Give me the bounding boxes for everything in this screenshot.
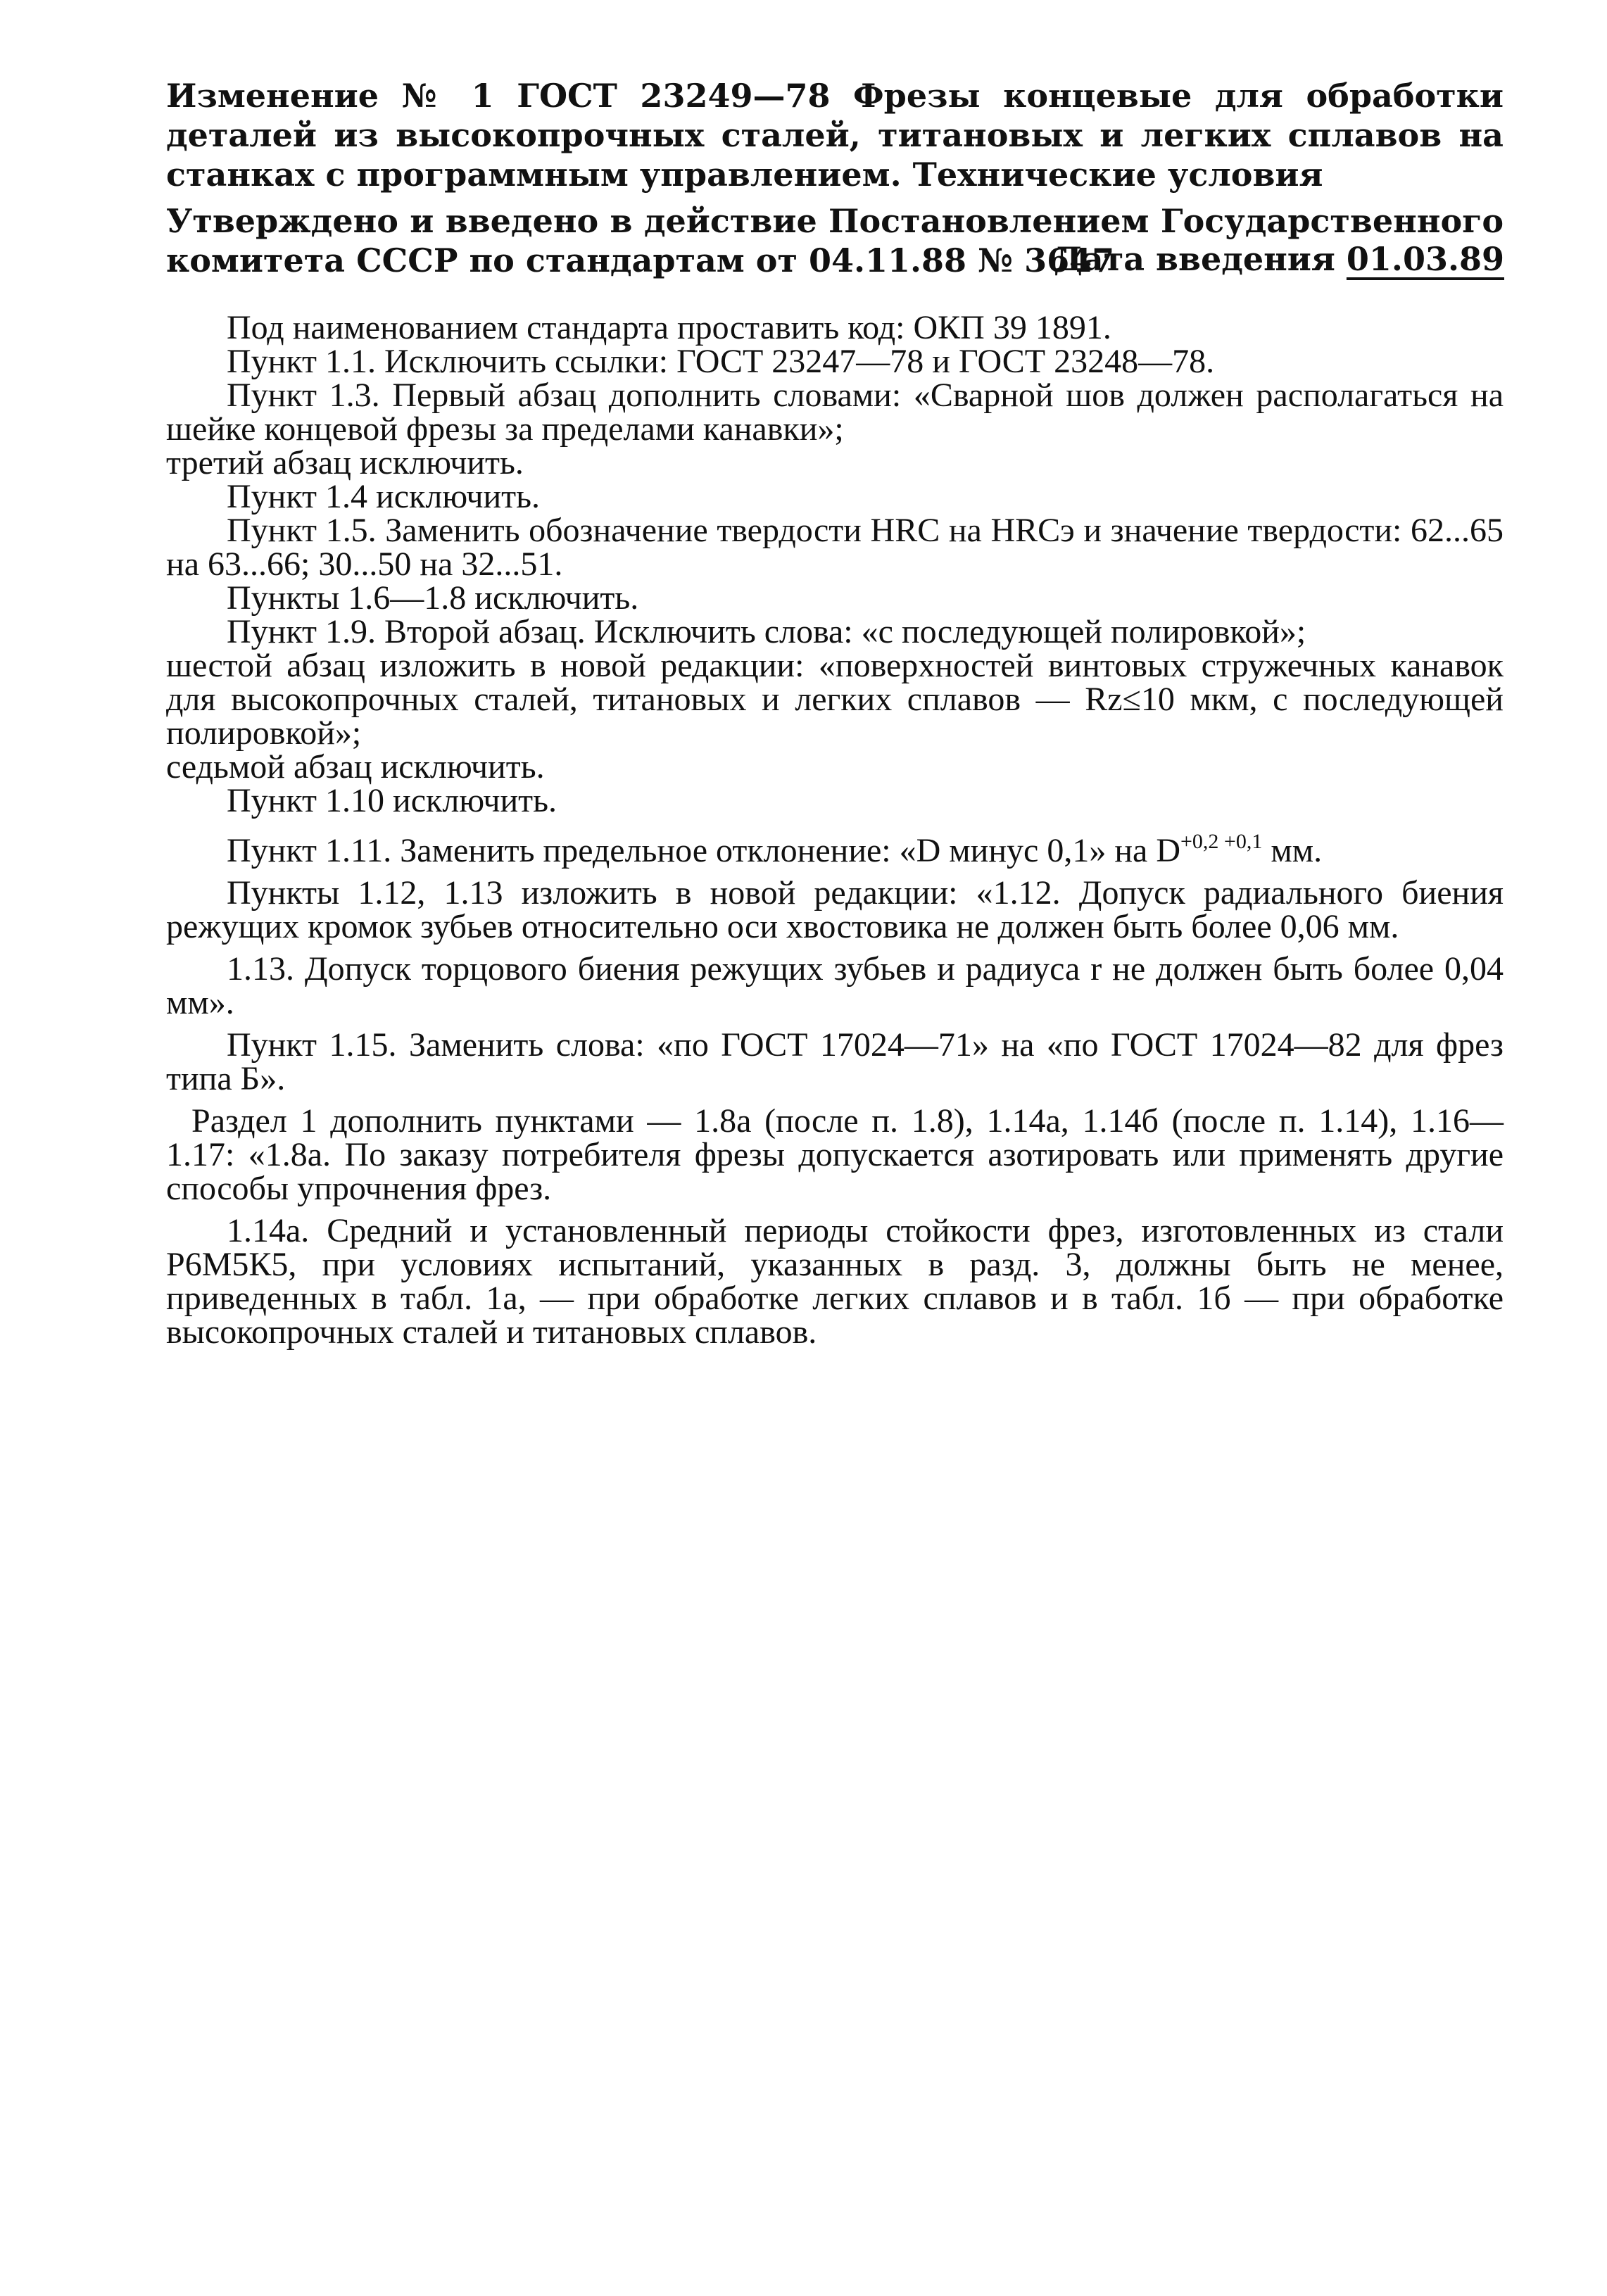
amendment-title: Изменение № 1 ГОСТ 23249—78 Фрезы концевые для обработки деталей из высокопрочных сталей, титановых и легких сплавов на станках с программным управлением. Технические условия: [166, 77, 1504, 194]
paragraph: Раздел 1 дополнить пунктами — 1.8а (после п. 1.8), 1.14а, 1.14б (после п. 1.14), 1.16—1.17: «1.8а. По заказу потребителя фрезы допускается азотировать или применять другие способы упрочнения фрез.: [166, 1102, 1504, 1207]
paragraph: Пункт 1.3. Первый абзац дополнить словами: «Сварной шов должен располагаться на шейке концевой фрезы за пределами канавки»;: [166, 377, 1504, 448]
paragraph: Пункт 1.9. Второй абзац. Исключить слова: «с последующей полировкой»;: [227, 613, 1306, 650]
paragraph: [166, 826, 1504, 868]
paragraph: шестой абзац изложить в новой редакции: «поверхностей винтовых стружечных канавок для высокопрочных сталей, титановых и легких сплавов — Rz≤10 мкм, с последующей полировкой»;: [166, 647, 1504, 752]
paragraph-text: Пункт 1.11. Заменить предельное отклонение: «D минус 0,1» на D: [227, 832, 1181, 869]
effective-date-value: 01.03.89: [1346, 240, 1504, 278]
paragraph: Пункты 1.12, 1.13 изложить в новой редакции: «1.12. Допуск радиального биения режущих кромок зубьев относительно оси хвостовика не должен быть более 0,06 мм.: [166, 874, 1504, 945]
paragraph: Пункт 1.15. Заменить слова: «по ГОСТ 17024—71» на «по ГОСТ 17024—82 для фрез типа Б».: [166, 1026, 1504, 1097]
paragraph: Пункт 1.1. Исключить ссылки: ГОСТ 23247—78 и ГОСТ 23248—78.: [227, 343, 1215, 380]
paragraph: Пункты 1.6—1.8 исключить.: [227, 579, 639, 617]
paragraph-text: мм.: [1262, 832, 1323, 869]
approval-statement: Утверждено и введено в действие Постановлением Государственного комитета СССР по стандартам от 04.11.88 № 3647: [166, 202, 1504, 279]
paragraph: Пункт 1.5. Заменить обозначение твердости HRC на HRCэ и значение твердости: 62...65 на 63...66; 30...50 на 32...51.: [166, 512, 1504, 583]
paragraph: третий абзац исключить.: [166, 444, 524, 481]
paragraph: 1.13. Допуск торцового биения режущих зубьев и радиуса r не должен быть более 0,04 мм».: [166, 950, 1504, 1021]
effective-date-label: Дата введения: [1053, 240, 1335, 278]
paragraph: седьмой абзац исключить.: [166, 748, 545, 786]
tolerance-deviation: +0,2 +0,1: [1180, 830, 1263, 853]
effective-date: [1054, 239, 1504, 279]
paragraph: Пункт 1.10 исключить.: [227, 782, 557, 819]
paragraph: 1.14а. Средний и установленный периоды стойкости фрез, изготовленных из стали Р6М5К5, при условиях испытаний, указанных в разд. 3, должны быть не менее, приведенных в табл. 1а, — при обработке легких сплавов и в табл. 1б — при обработке высокопрочных сталей и титановых сплавов.: [166, 1212, 1504, 1351]
paragraph: Под наименованием стандарта проставить код: ОКП 39 1891.: [227, 309, 1111, 346]
amendment-body: [166, 311, 1504, 1349]
paragraph: Пункт 1.4 исключить.: [227, 478, 541, 515]
